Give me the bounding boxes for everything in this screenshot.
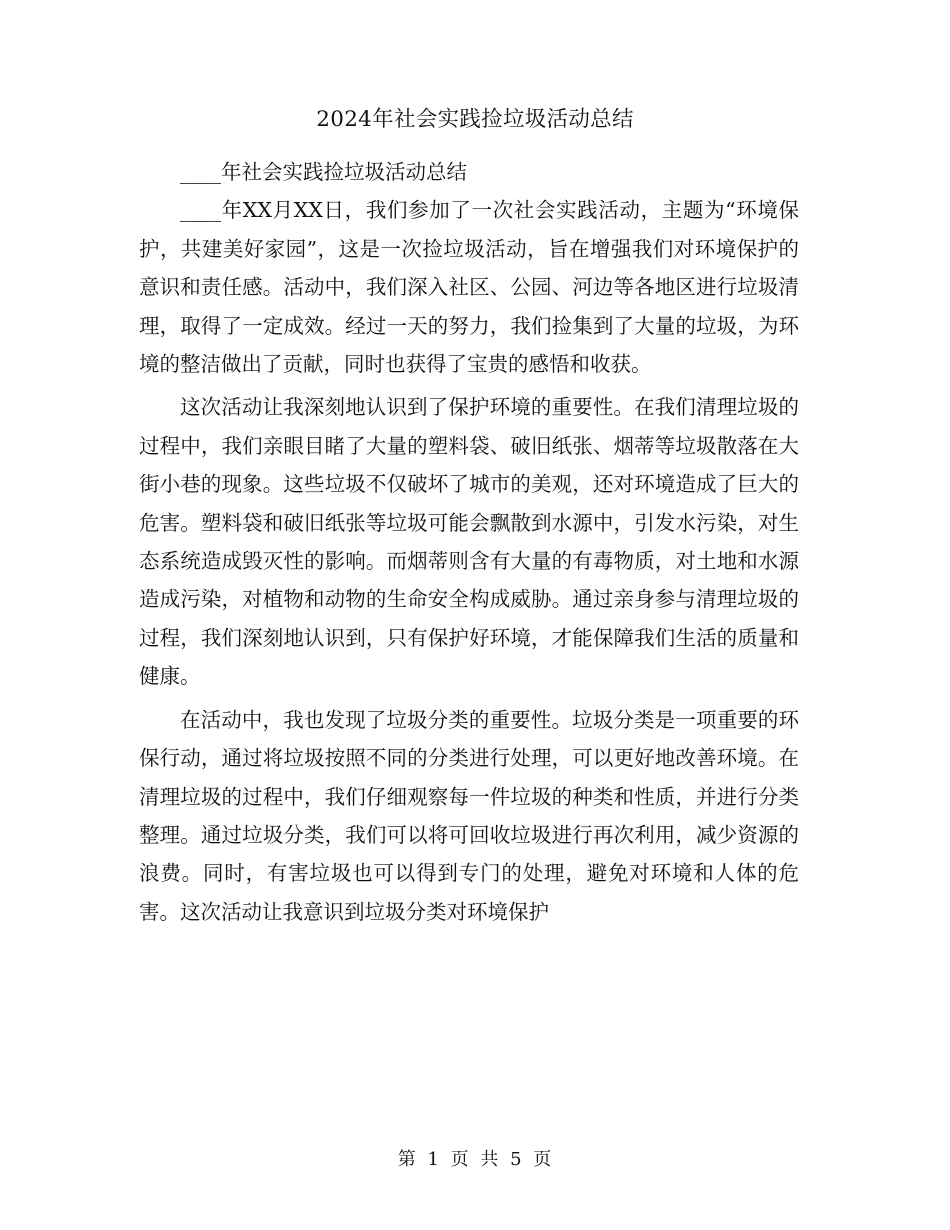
paragraph-3: 在活动中，我也发现了垃圾分类的重要性。垃圾分类是一项重要的环保行动，通过将垃圾按照不同的分类进行处理，可以更好地改善环境。在清理垃圾的过程中，我们仔细观察每一件垃圾的种类和性质，并进行分类整理。通过垃圾分类，我们可以将可回收垃圾进行再次利用，减少资源的浪费。同时，有害垃圾也可以得到专门的处理，避免对环境和人体的危害。这次活动让我意识到垃圾分类对环境保护 bbox=[139, 707, 799, 924]
document-title: 2024年社会实践捡垃圾活动总结 bbox=[316, 107, 634, 132]
paragraph-1: ____年XX月XX日，我们参加了一次社会实践活动，主题为“环境保护，共建美好家园”，这是一次捡垃圾活动，旨在增强我们对环境保护的意识和责任感。活动中，我们深入社区、公园、河边等各地区进行垃圾清理，取得了一定成效。经过一天的努力，我们捡集到了大量的垃圾，为环境的整洁做出了贡献，同时也获得了宝贵的感悟和收获。 bbox=[139, 198, 799, 377]
paragraph-2: 这次活动让我深刻地认识到了保护环境的重要性。在我们清理垃圾的过程中，我们亲眼目睹了大量的塑料袋、破旧纸张、烟蒂等垃圾散落在大街小巷的现象。这些垃圾不仅破坏了城市的美观，还对环境造成了巨大的危害。塑料袋和破旧纸张等垃圾可能会飘散到水源中，引发水污染，对生态系统造成毁灭性的影响。而烟蒂则含有大量的有毒物质，对土地和水源造成污染，对植物和动物的生命安全构成威胁。通过亲身参与清理垃圾的过程，我们深刻地认识到，只有保护好环境，才能保障我们生活的质量和健康。 bbox=[139, 395, 799, 689]
subtitle-paragraph: ____年社会实践捡垃圾活动总结 bbox=[180, 160, 467, 184]
document-body bbox=[139, 153, 799, 931]
page-number-footer: 第 1 页 共 5 页 bbox=[397, 1149, 553, 1170]
